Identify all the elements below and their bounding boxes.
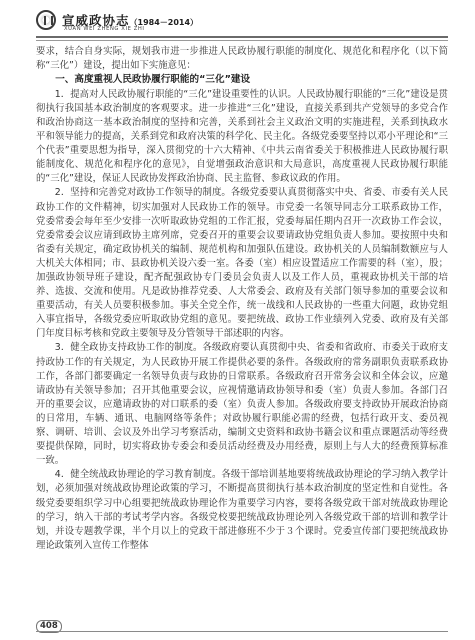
book-title-text: 宣威政协志	[62, 13, 130, 28]
body-paragraph: 4．健全统战政协理论的学习教育制度。各级干部培训基地要将统战政协理论的学习纳入教学计划，必须加强对统战政协理论政策的学习，不断提高贯彻执行基本政治制度的坚定性和自觉性。各级党委要组织学习中心组要把统战政协理论作为重要学习内容，要将各级党政干部对统战政协理论的学习，纳入干部的考试考学内容。各级党校要把统战政协理论列入各级党政干部的培训和教学计划，并设专题教学课，半个月以上的党政干部进修班不少于３个课时。党委宣传部门要把统战政协理论政策列入宣传工作整体	[36, 469, 448, 551]
header-rule-thick	[36, 36, 448, 38]
body-paragraph: 要求，结合自身实际，规划我市进一步推进人民政协履行职能的制度化、规范化和程序化（以下简称“三化”）建设，提出如下实施意见：	[36, 46, 448, 72]
body-paragraph: 1．提高对人民政协履行职能的“三化”建设重要性的认识。人民政协履行职能的“三化”建设是贯彻执行我国基本政治制度的客观要求。进一步推进“三化”建设，直接关系到共产党领导的多党合作和政治协商这一基本政治制度的坚持和完善，关系到社会主义政治文明的实施进程，关系到执政水平和领导能力的提高，关系到党和政府决策的科学化、民主化。各级党委要坚持以邓小平理论和“三个代表”重要思想为指导，深入贯彻党的十六大精神、《中共云南省委关于积极推进人民政协履行职能制度化、规范化和程序化的意见》，自觉增强政治意识和大局意识，高度重视人民政协履行职能的“三化”建设，保证人民政协发挥政治协商、民主监督、参政议政的作用。	[36, 88, 448, 185]
book-title-pinyin: XUAN WEI ZHENG XIE ZHI	[64, 26, 145, 32]
book-years: （1984－2014）	[129, 18, 199, 27]
page-number: 408	[36, 620, 62, 633]
page-header	[0, 0, 475, 44]
body-paragraph: 3．健全政协支持政协工作的制度。各级政府要认真贯彻中央、省委和省政府、市委关于政府支持政协工作的有关规定，为人民政协开展工作提供必要的条件。各级政府的常务副职负责联系政协工作，各部门都要确定一名领导负责与政协的日常联系。各级政府召开常务会议和全体会议，应邀请政协有关领导参加；召开其他重要会议，应视情邀请政协领导和委（室）负责人参加。各部门召开的重要会议，应邀请政协的对口联系的委（室）负责人参加。各级政府要支持政协开展政治协商的日常用，车辆、通讯、电脑网络等条件；对政协履行职能必需的经费，包括行政开支、委员视察、调研、培训、会议及外出学习考察活动，编制文史资料和政协书籍会议和重点课题活动等经费要提供保障，同时，切实将政协专委会和委员活动经费及办用经费，原则上与人大的经费预算标准一致。	[36, 342, 448, 467]
body-paragraph: 2．坚持和完善党对政协工作领导的制度。各级党委要认真贯彻落实中央、省委、市委有关人民政协工作的文件精神，切实加强对人民政协工作的领导。市党委一名领导同志分工联系政协工作，党委常委会每年至少安排一次听取政协党组的工作汇报，党委每届任期内召开一次政协工作会议，党委常委会议应请到政协主席列席，党委召开的重要会议要请政协党组负责人参加。要按照中央和省委有关规定，确定政协机关的编制、规范机构和加强队伍建设。政协机关的人员编制数额应与人大机关大体相同；市、县政协机关设六委一室。各委（室）相应设置适应工作需要的科（室），股；加强政协领导班子建设，配齐配强政协专门委员会负责人以及工作人员，重视政协机关干部的培养、选拔、交流和使用。凡是政协推荐党委、人大常委会、政府及有关部门领导参加的重要会议和重要活动，有关人员要积极参加。事关全党全作，统一战线和人民政协的一些重大问题，政协党组入事宜指导，各级党委应听取政协党组的意见。要把统战、政协工作业绩列入党委、政府及有关部门年度目标考核和党政主要领导及分管领导干部述职的内容。	[36, 187, 448, 340]
footer-rule	[36, 631, 448, 632]
cppcc-emblem-icon	[36, 10, 56, 30]
page-body	[36, 45, 448, 553]
header-rule-thin	[36, 40, 448, 41]
section-heading: 一、高度重视人民政协履行职能的“三化”建设	[55, 74, 251, 86]
